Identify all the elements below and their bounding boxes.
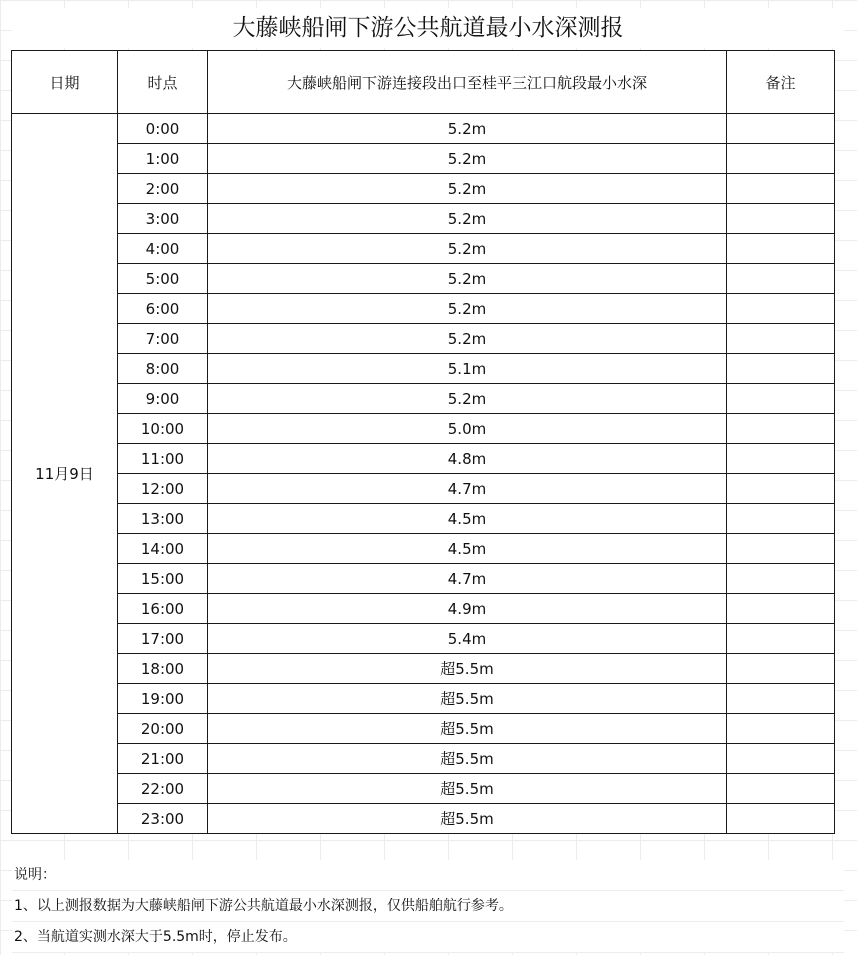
depth-cell: 4.5m	[208, 504, 727, 534]
table-row	[12, 684, 835, 714]
remark-cell	[727, 144, 835, 174]
table-row	[12, 774, 835, 804]
time-cell: 17:00	[118, 624, 208, 654]
table-row	[12, 534, 835, 564]
remark-cell	[727, 504, 835, 534]
table-row	[12, 564, 835, 594]
depth-cell: 4.9m	[208, 594, 727, 624]
table-row	[12, 624, 835, 654]
depth-cell: 5.2m	[208, 234, 727, 264]
depth-cell: 4.7m	[208, 474, 727, 504]
time-cell: 21:00	[118, 744, 208, 774]
time-cell: 20:00	[118, 714, 208, 744]
depth-cell: 5.0m	[208, 414, 727, 444]
time-cell: 9:00	[118, 384, 208, 414]
date-cell: 11月9日	[12, 114, 118, 834]
remark-cell	[727, 564, 835, 594]
column-header-min-depth: 大藤峡船闸下游连接段出口至桂平三江口航段最小水深	[208, 51, 727, 114]
table-row	[12, 144, 835, 174]
time-cell: 7:00	[118, 324, 208, 354]
table-row	[12, 234, 835, 264]
table-row	[12, 294, 835, 324]
remark-cell	[727, 174, 835, 204]
remark-cell	[727, 714, 835, 744]
notes-heading: 说明：	[12, 860, 844, 891]
notes-section	[12, 860, 844, 953]
remark-cell	[727, 654, 835, 684]
remark-cell	[727, 774, 835, 804]
depth-cell: 4.7m	[208, 564, 727, 594]
remark-cell	[727, 534, 835, 564]
depth-cell: 5.2m	[208, 324, 727, 354]
time-cell: 22:00	[118, 774, 208, 804]
time-cell: 15:00	[118, 564, 208, 594]
remark-cell	[727, 204, 835, 234]
table-row	[12, 444, 835, 474]
depth-cell: 5.1m	[208, 354, 727, 384]
remark-cell	[727, 594, 835, 624]
column-header-remarks: 备注	[727, 51, 835, 114]
remark-cell	[727, 234, 835, 264]
depth-cell: 超5.5m	[208, 774, 727, 804]
table-row	[12, 654, 835, 684]
time-cell: 1:00	[118, 144, 208, 174]
note-item-2: 2、当航道实测水深大于5.5m时，停止发布。	[12, 922, 844, 953]
depth-cell: 超5.5m	[208, 804, 727, 834]
remark-cell	[727, 294, 835, 324]
report-title: 大藤峡船闸下游公共航道最小水深测报	[12, 8, 844, 48]
remark-cell	[727, 354, 835, 384]
table-row	[12, 384, 835, 414]
time-cell: 8:00	[118, 354, 208, 384]
table-body	[12, 114, 835, 834]
table-row	[12, 714, 835, 744]
table-row	[12, 504, 835, 534]
depth-cell: 超5.5m	[208, 744, 727, 774]
remark-cell	[727, 624, 835, 654]
depth-cell: 5.2m	[208, 114, 727, 144]
depth-cell: 超5.5m	[208, 654, 727, 684]
table-row	[12, 354, 835, 384]
time-cell: 0:00	[118, 114, 208, 144]
time-cell: 2:00	[118, 174, 208, 204]
remark-cell	[727, 324, 835, 354]
remark-cell	[727, 444, 835, 474]
table-header-row	[12, 51, 835, 114]
table-row	[12, 174, 835, 204]
time-cell: 11:00	[118, 444, 208, 474]
table-row	[12, 594, 835, 624]
depth-cell: 5.2m	[208, 204, 727, 234]
table-row	[12, 264, 835, 294]
table-row	[12, 114, 835, 144]
depth-cell: 4.8m	[208, 444, 727, 474]
depth-cell: 超5.5m	[208, 684, 727, 714]
depth-cell: 5.2m	[208, 144, 727, 174]
column-header-time: 时点	[118, 51, 208, 114]
time-cell: 12:00	[118, 474, 208, 504]
column-header-date: 日期	[12, 51, 118, 114]
depth-cell: 5.2m	[208, 264, 727, 294]
depth-cell: 5.2m	[208, 294, 727, 324]
remark-cell	[727, 744, 835, 774]
remark-cell	[727, 684, 835, 714]
table-row	[12, 474, 835, 504]
time-cell: 6:00	[118, 294, 208, 324]
depth-cell: 5.2m	[208, 384, 727, 414]
table-row	[12, 324, 835, 354]
table-row	[12, 414, 835, 444]
time-cell: 14:00	[118, 534, 208, 564]
remark-cell	[727, 384, 835, 414]
time-cell: 5:00	[118, 264, 208, 294]
time-cell: 19:00	[118, 684, 208, 714]
remark-cell	[727, 804, 835, 834]
remark-cell	[727, 114, 835, 144]
time-cell: 16:00	[118, 594, 208, 624]
time-cell: 4:00	[118, 234, 208, 264]
table-row	[12, 744, 835, 774]
depth-cell: 5.2m	[208, 174, 727, 204]
depth-cell: 超5.5m	[208, 714, 727, 744]
time-cell: 13:00	[118, 504, 208, 534]
depth-cell: 5.4m	[208, 624, 727, 654]
time-cell: 3:00	[118, 204, 208, 234]
remark-cell	[727, 414, 835, 444]
depth-report-table	[11, 50, 835, 834]
note-item-1: 1、以上测报数据为大藤峡船闸下游公共航道最小水深测报，仅供船舶航行参考。	[12, 891, 844, 922]
time-cell: 18:00	[118, 654, 208, 684]
table-row	[12, 804, 835, 834]
remark-cell	[727, 264, 835, 294]
remark-cell	[727, 474, 835, 504]
time-cell: 10:00	[118, 414, 208, 444]
table-row	[12, 204, 835, 234]
depth-cell: 4.5m	[208, 534, 727, 564]
time-cell: 23:00	[118, 804, 208, 834]
